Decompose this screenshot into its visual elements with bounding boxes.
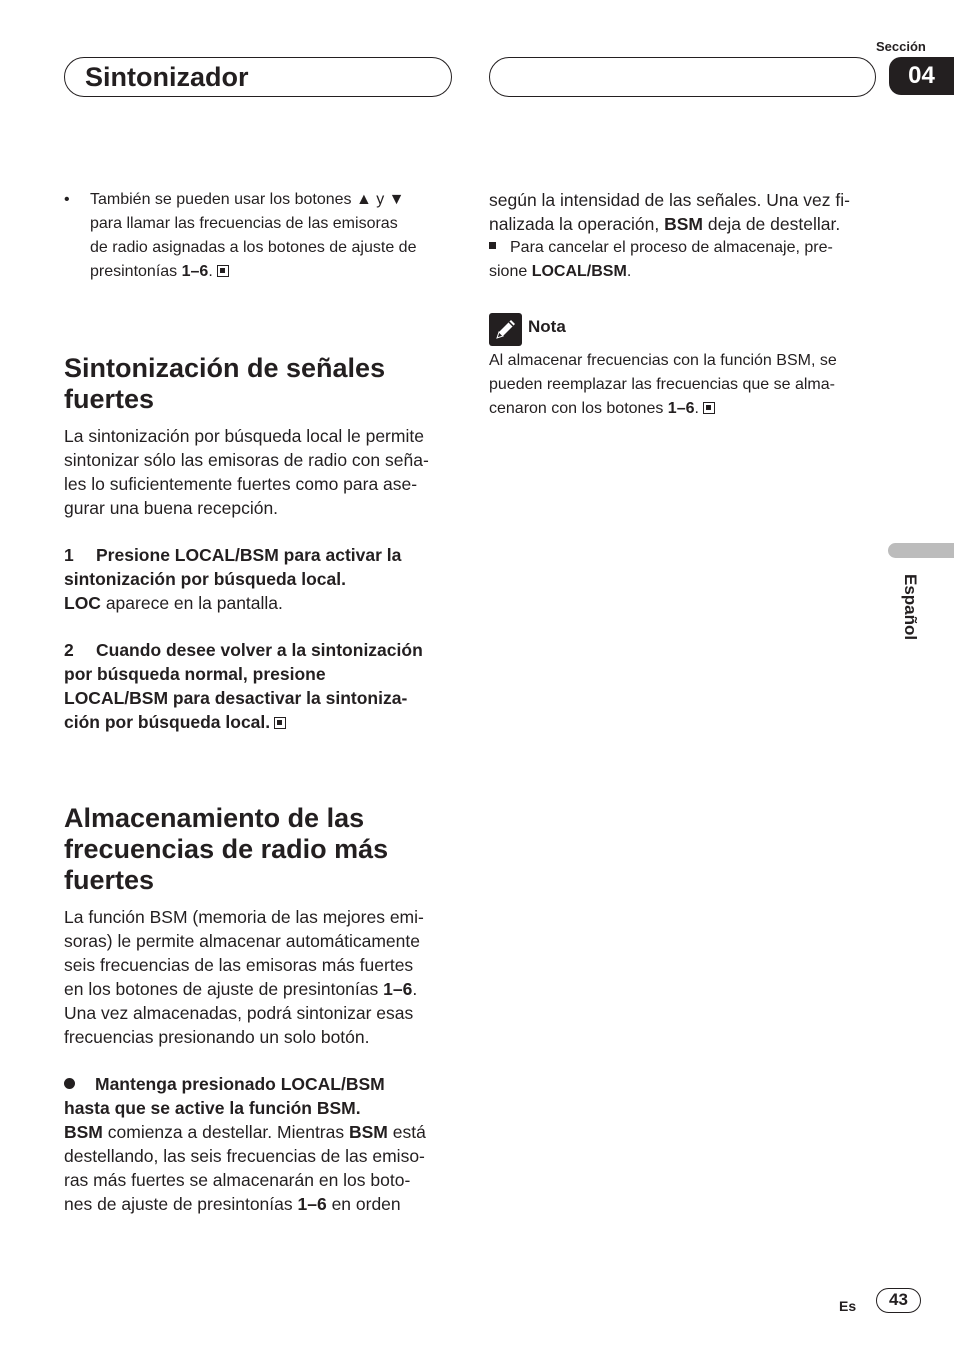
intro-bullet [64, 188, 454, 284]
language-label: Español [901, 574, 920, 641]
section-heading-bsm: Almacenamiento de las frecuencias de radio más fuertes [64, 803, 389, 895]
bsm-paragraph: La función BSM (memoria de las mejores emi- soras) le permite almacenar automáticamente seis frecuencias de las emisoras más fuertes en los botones de ajuste de presintonías 1–6. Una vez almacenadas, podrá sintonizar esas frecuencias presionando un solo botón. [64, 907, 424, 1047]
section-heading-strong-signal: Sintonización de señales fuertes [64, 353, 386, 414]
step-2: 2 Cuando desee volver a la sintonización por búsqueda normal, presione LOCAL/BSM para desactivar la sintoniza- ción por búsqueda local. [64, 640, 423, 732]
step-2-number: 2 [64, 640, 74, 660]
section-title-pill [64, 57, 452, 97]
step-1-result: LOC aparece en la pantalla. [64, 593, 283, 613]
intro-bullet-line2: para llamar las frecuencias de las emisoras [90, 215, 398, 232]
intro-bullet-line4: presintonías 1–6. [64, 260, 454, 284]
step-1-number: 1 [64, 545, 74, 565]
seccion-label: Sección [876, 39, 926, 54]
end-of-section-icon [703, 402, 715, 414]
note-title: Nota [528, 317, 566, 336]
language-tab [888, 543, 954, 558]
right-column: según la intensidad de las señales. Una vez fi- nalizada la operación, BSM deja de destellar. Para cancelar el proceso de almacenaje, pre- sione LOCAL/BSM. [489, 188, 881, 284]
pencil-note-icon [489, 313, 522, 346]
intro-bullet-line1: • También se pueden usar los botones ▲ y ▼ [64, 188, 454, 212]
step-1: 1 Presione LOCAL/BSM para activar la sintonización por búsqueda local. LOC aparece en la pantalla. [64, 543, 456, 615]
cancel-note: Para cancelar el proceso de almacenaje, pre- [489, 236, 881, 260]
end-of-section-icon [274, 717, 286, 729]
footer-lang-code: Es [839, 1298, 857, 1314]
note-body: Al almacenar frecuencias con la función BSM, se pueden reemplazar las frecuencias que se alma- cenaron con los botones 1–6. [489, 352, 837, 417]
seccion-number: 04 [889, 57, 954, 95]
strong-signal-paragraph: La sintonización por búsqueda local le permite sintonizar sólo las emisoras de radio con seña- les lo suficientemente fuertes como para ase- gurar una buena recepción. [64, 426, 429, 518]
bullet-dot: • [64, 191, 70, 208]
page-number: 43 [876, 1288, 921, 1313]
header-blank-pill [489, 57, 876, 97]
end-of-section-icon [217, 265, 229, 277]
section-title: Sintonizador [85, 62, 249, 92]
square-bullet-icon [489, 242, 496, 249]
bullet-icon [64, 1078, 75, 1089]
intro-bullet-line3: de radio asignadas a los botones de ajuste de [90, 239, 417, 256]
section-bsm [64, 803, 456, 1216]
bsm-step: Mantenga presionado LOCAL/BSM hasta que se active la función BSM. BSM comienza a destellar. Mientras BSM está destellando, las seis frecuencias de las emiso- ras más fuertes se almacenarán en los boto- nes de ajuste de presintonías 1–6 en orden [64, 1074, 426, 1214]
section-strong-signal [64, 353, 456, 734]
